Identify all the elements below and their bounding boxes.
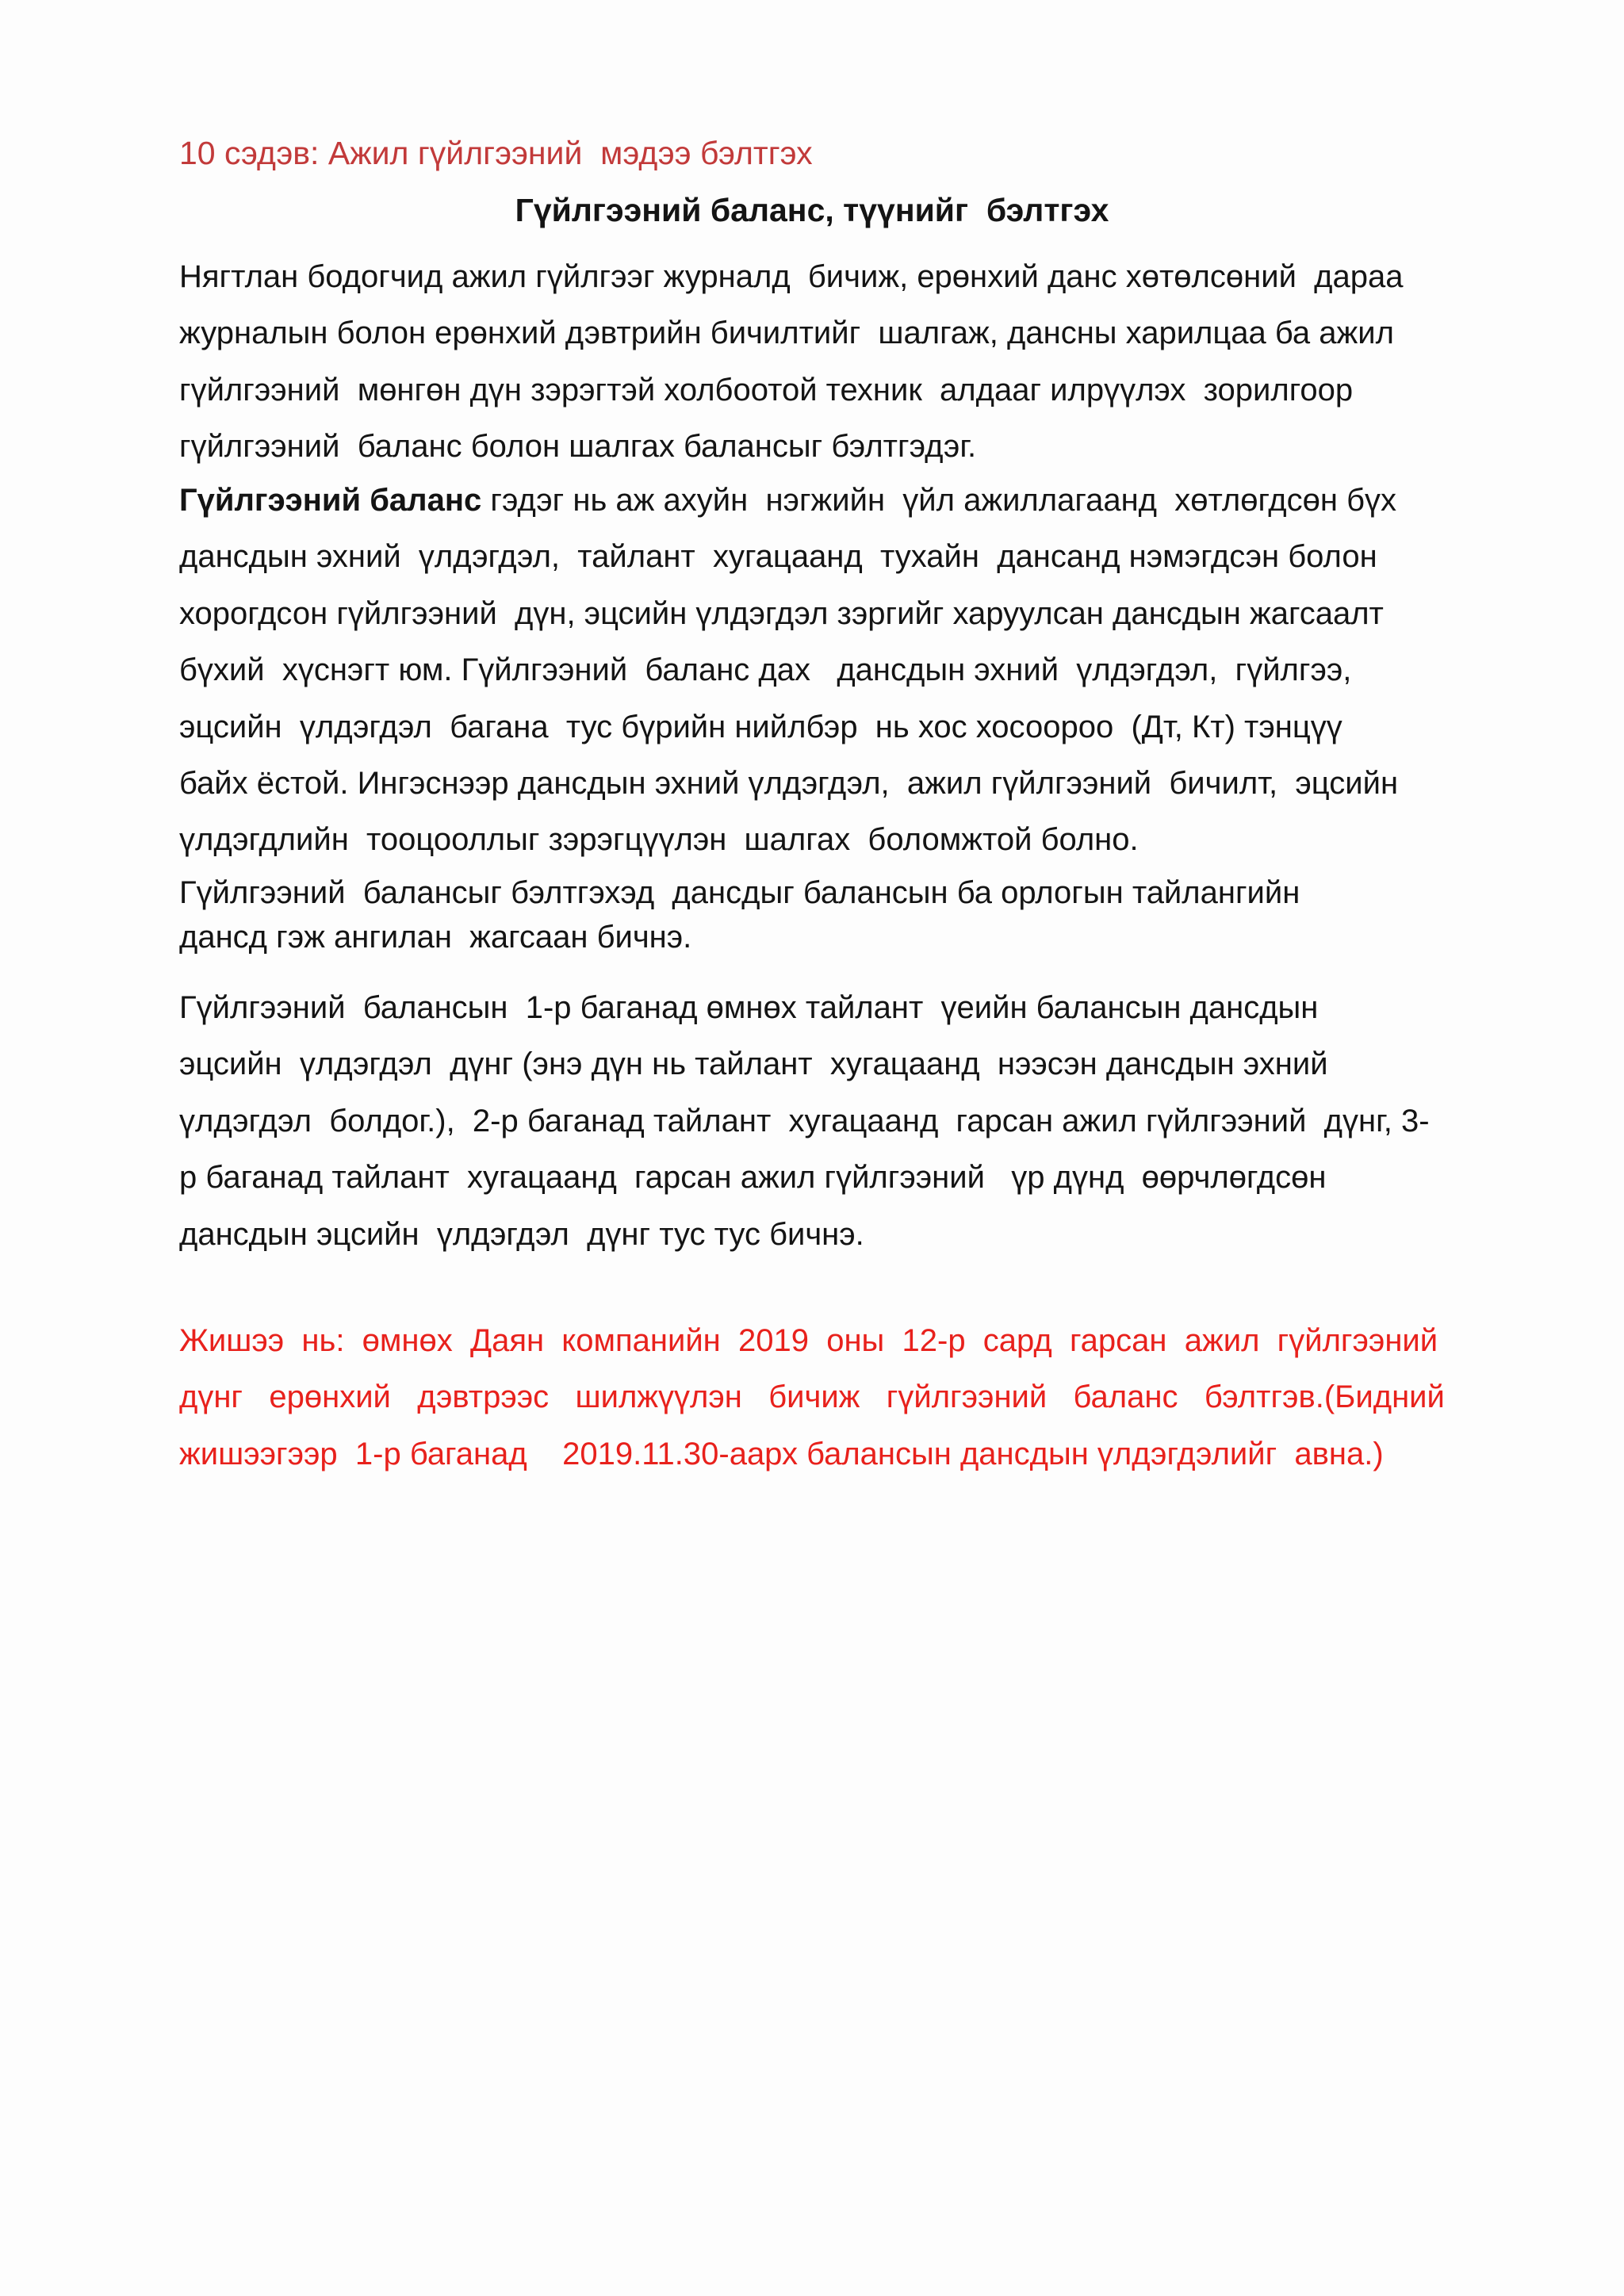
paragraph-line	[179, 473, 1448, 529]
columns-paragraph	[179, 980, 1448, 1263]
topic-heading: 10 сэдэв: Ажил гүйлгээний мэдээ бэлтгэх	[179, 135, 813, 171]
paragraph-line: үлдэгдлийн тооцооллыг зэрэгцүүлэн шалгах боломжтой болно.	[179, 822, 1139, 858]
paragraph-line: гүйлгээний мөнгөн дүн зэрэгтэй холбоотой техник алдааг илрүүлэх зорилгоор	[179, 372, 1354, 408]
example-line: жишээгээр 1-р баганад 2019.11.30-аарх балансын дансдын үлдэгдэлийг авна.)	[179, 1436, 1384, 1471]
definition-text: гэдэг нь аж ахуйн нэгжийн үйл ажиллагаанд хөтлөгдсөн бүх	[481, 483, 1396, 518]
section-title: Гүйлгээний баланс, түүнийг бэлтгэх	[515, 192, 1109, 228]
example-line: Жишээ нь: өмнөх Даян компанийн 2019 оны 12-р сард гарсан ажил гүйлгээний	[179, 1323, 1438, 1358]
paragraph-line: бүхий хүснэгт юм. Гүйлгээний баланс дах дансдын эхний үлдэгдэл, гүйлгээ,	[179, 652, 1352, 688]
paragraph-line: байх ёстой. Ингэснээр дансдын эхний үлдэгдэл, ажил гүйлгээний бичилт, эцсийн	[179, 765, 1399, 801]
paragraph-line: дансдын эхний үлдэгдэл, тайлант хугацаанд тухайн дансанд нэмэгдсэн болон	[179, 539, 1377, 575]
paragraph-line: данcд гэж ангилан жагсаан бичнэ.	[179, 920, 692, 955]
intro-paragraph	[179, 249, 1448, 476]
classification-paragraph	[179, 871, 1448, 959]
paragraph-line: гүйлгээний баланс болон шалгах балансыг бэлтгэдэг.	[179, 429, 977, 465]
paragraph-line: үлдэгдэл болдог.), 2-р баганад тайлант хугацаанд гарсан ажил гүйлгээний дүнг, 3-	[179, 1103, 1430, 1138]
paragraph-line: р баганад тайлант хугацаанд гарсан ажил гүйлгээний үр дүнд өөрчлөгдсөн	[179, 1160, 1327, 1196]
example-paragraph	[179, 1313, 1448, 1483]
paragraph-line: эцсийн үлдэгдэл дүнг (энэ дүн нь тайлант хугацаанд нээсэн дансдын эхний	[179, 1047, 1328, 1082]
paragraph-line: Гүйлгээний балансын 1-р баганад өмнөх тайлант үеийн балансын дансдын	[179, 990, 1319, 1025]
paragraph-line: журналын болон ерөнхий дэвтрийн бичилтийг шалгаж, дансны харилцаа ба ажил	[179, 316, 1394, 351]
paragraph-line: хорогдсон гүйлгээний дүн, эцсийн үлдэгдэл зэргийг харуулсан дансдын жагсаалт	[179, 595, 1384, 631]
paragraph-line: дансдын эцсийн үлдэгдэл дүнг тус тус бичнэ.	[179, 1216, 864, 1252]
example-line: дүнг ерөнхий дэвтрээс шилжүүлэн бичиж гүйлгээний баланс бэлтгэв.(Бидний	[179, 1380, 1445, 1415]
definition-paragraph	[179, 473, 1448, 869]
paragraph-line: Гүйлгээний балансыг бэлтгэхэд дансдыг балансын ба орлогын тайлангийн	[179, 875, 1300, 910]
paragraph-line: эцсийн үлдэгдэл багана тус бүрийн нийлбэр нь хос хосоороо (Дт, Кт) тэнцүү	[179, 709, 1342, 744]
defined-term: Гүйлгээний баланс	[179, 483, 482, 518]
paragraph-line: Нягтлан бодогчид ажил гүйлгээг журналд бичиж, ерөнхий данс хөтөлсөний дараа	[179, 259, 1404, 294]
